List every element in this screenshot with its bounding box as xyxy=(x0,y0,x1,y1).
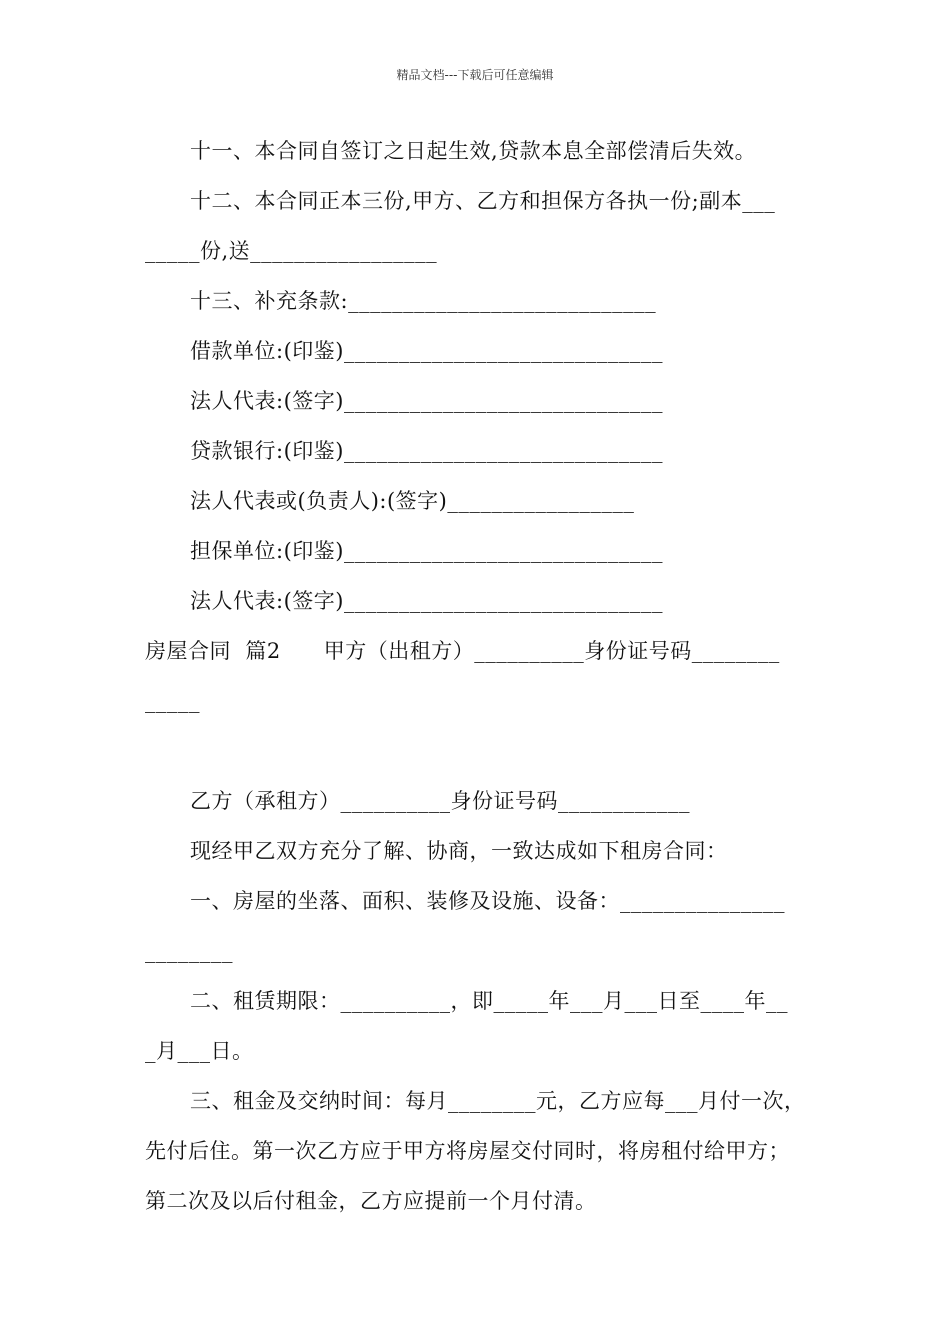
page-header: 精品文档---下载后可任意编辑 xyxy=(396,68,554,82)
clause-3-rent: 三、租金及交纳时间：每月________元，乙方应每___月付一次， xyxy=(190,1089,806,1113)
housing-contract-heading: 房屋合同 篇2 甲方（出租方）__________身份证号码________ xyxy=(145,639,780,663)
clause-11: 十一、本合同自签订之日起生效,贷款本息全部偿清后失效。 xyxy=(190,139,757,163)
clause-1-premises: 一、房屋的坐落、面积、装修及设施、设备：_______________ xyxy=(190,889,785,913)
guarantor-rep-signature-line: 法人代表:(签字)_____________________________ xyxy=(190,589,663,613)
guarantor-seal-line: 担保单位:(印鉴)_____________________________ xyxy=(190,539,663,563)
party-a-id-continued: _____ xyxy=(145,689,200,713)
clause-12: 十二、本合同正本三份,甲方、乙方和担保方各执一份;副本___ xyxy=(190,189,776,213)
clause-3-continued-1: 先付后住。第一次乙方应于甲方将房屋交付同时，将房租付给甲方； xyxy=(145,1139,790,1163)
bank-rep-signature-line: 法人代表或(负责人):(签字)_________________ xyxy=(190,489,635,513)
clause-12-continued: _____份,送_________________ xyxy=(145,239,438,263)
clause-1-continued: ________ xyxy=(145,939,233,963)
clause-3-continued-2: 第二次及以后付租金，乙方应提前一个月付清。 xyxy=(145,1189,597,1213)
clause-13: 十三、补充条款:____________________________ xyxy=(190,289,657,313)
clause-2-lease-term: 二、租赁期限：__________，即_____年___月___日至____年__ xyxy=(190,989,788,1013)
agreement-intro: 现经甲乙双方充分了解、协商，一致达成如下租房合同： xyxy=(190,839,728,863)
borrower-seal-line: 借款单位:(印鉴)_____________________________ xyxy=(190,339,663,363)
clause-2-continued: _月___日。 xyxy=(145,1039,254,1063)
party-b-line: 乙方（承租方）__________身份证号码____________ xyxy=(190,789,690,813)
legal-rep-signature-line: 法人代表:(签字)_____________________________ xyxy=(190,389,663,413)
lending-bank-seal-line: 贷款银行:(印鉴)_____________________________ xyxy=(190,439,663,463)
